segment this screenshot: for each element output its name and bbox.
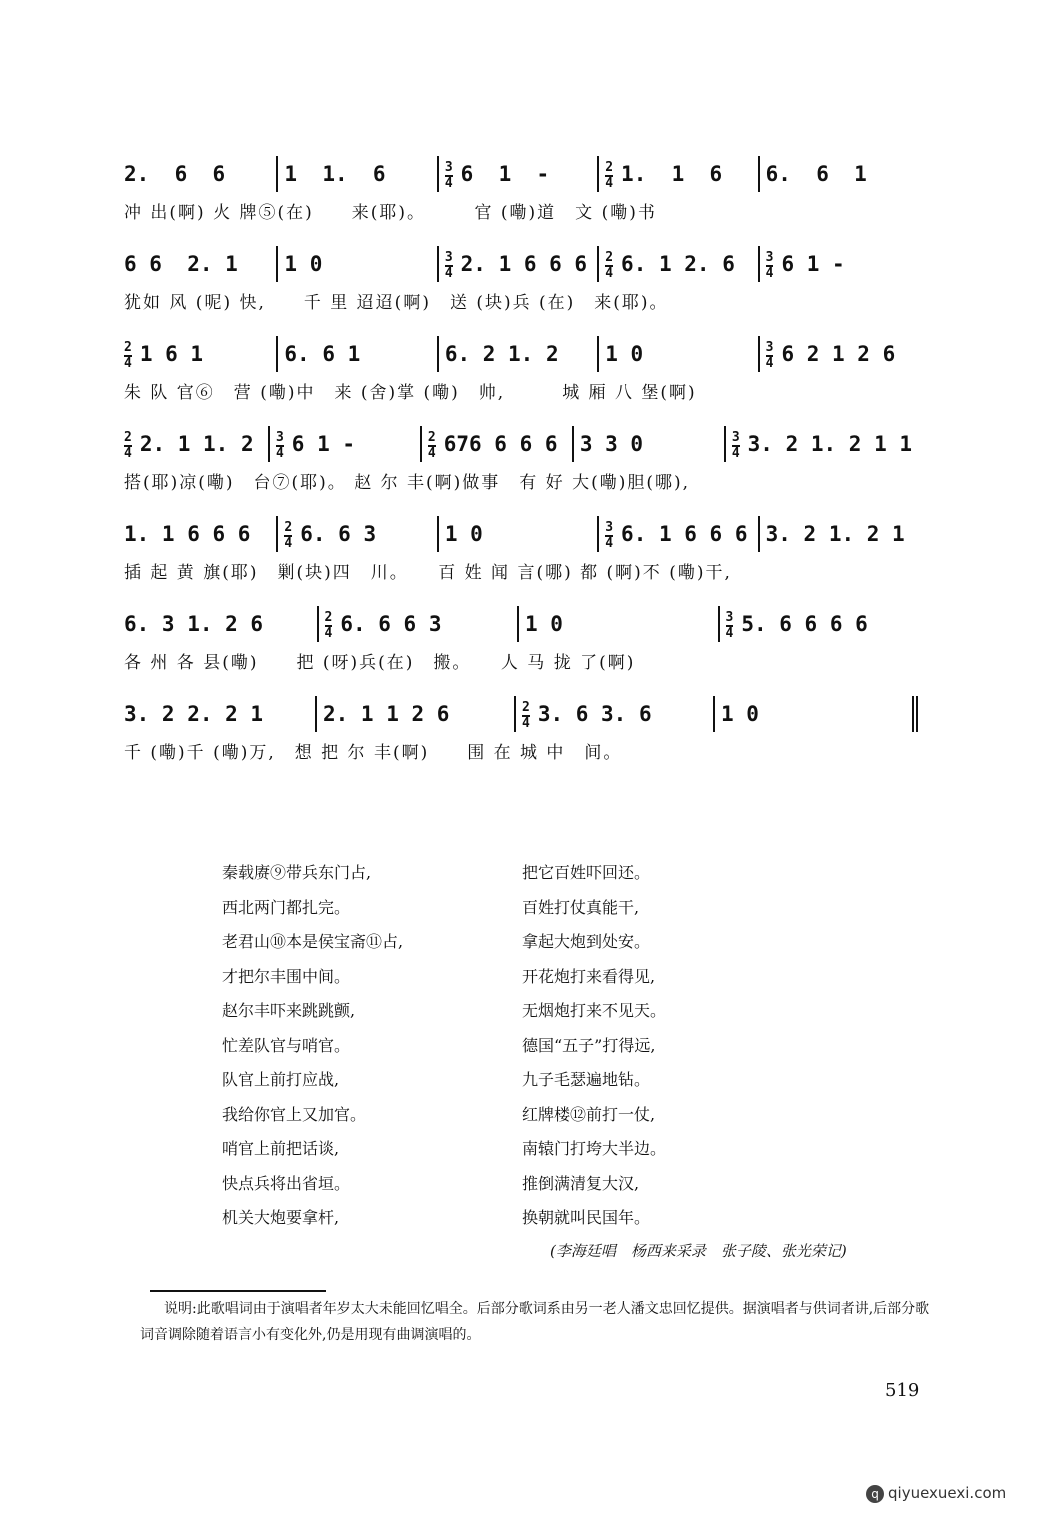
measure (420, 426, 572, 462)
lyrics-row: 冲 出(啊) 火 牌⑤(在) 来(耶)。 官 (嘞)道 文 (嘞)书 (124, 203, 657, 223)
credit-line: (李海廷唱 杨西来采录 张子陵、张光荣记) (550, 1242, 847, 1260)
measure (315, 696, 514, 732)
measure-notes: 6. 1 2. 6 (621, 252, 735, 276)
measure (276, 336, 436, 372)
measure (118, 606, 317, 642)
verse-line: 推倒满清复大汉, (522, 1173, 640, 1193)
notation-row (118, 510, 918, 558)
verse-line: 西北两门都扎完。 (222, 897, 351, 917)
verse-line: 我给你官上又加官。 (222, 1104, 367, 1124)
score-system (118, 150, 918, 240)
verse-line: 快点兵将出省垣。 (222, 1173, 351, 1193)
measure-notes: 2. 1 1 2 6 (323, 702, 450, 726)
measure (118, 516, 276, 552)
measure (713, 696, 918, 732)
score-system (118, 240, 918, 330)
measure (597, 516, 757, 552)
measure-notes: 1 0 (284, 252, 323, 276)
measure-notes: 3. 6 3. 6 (537, 702, 652, 726)
measure-notes: 1 0 (721, 702, 759, 726)
measure (572, 426, 724, 462)
verse-line: 南辕门打垮大半边。 (522, 1139, 667, 1158)
measure (724, 426, 918, 462)
measure-notes: 676 6 6 6 (443, 432, 558, 456)
time-signature: $\frac{2}{4}$ (605, 159, 614, 191)
notation-row (118, 420, 918, 468)
time-signature: $\frac{3}{4}$ (444, 249, 453, 281)
measure (597, 156, 757, 192)
measure-notes: 1. 1 6 6 6 (124, 522, 251, 546)
verse-line: 忙差队官与哨官。 (222, 1035, 351, 1055)
verse-column-right (522, 856, 822, 1236)
time-signature: $\frac{3}{4}$ (725, 609, 734, 641)
measure-notes: 6. 6 1 (284, 342, 361, 366)
time-signature: $\frac{2}{4}$ (124, 339, 132, 371)
measure-notes: 6 1 - (291, 432, 355, 456)
measure-notes: 2. 6 6 (124, 162, 226, 186)
measure (276, 246, 436, 282)
measure (437, 516, 597, 552)
measure (276, 516, 436, 552)
measure (437, 156, 597, 192)
verse-line: 老君山⑩本是侯宝斋⑪占, (222, 932, 404, 951)
measure (437, 246, 597, 282)
notation-row (118, 240, 918, 288)
lyrics-row: 千 (嘞)千 (嘞)万, 想 把 尔 丰(啊) 围 在 城 中 间。 (124, 743, 623, 763)
measure (758, 156, 918, 192)
measure (597, 336, 757, 372)
verse-line: 秦载赓⑨带兵东门占, (222, 863, 372, 882)
notation-row (118, 150, 918, 198)
verse-line: 开花炮打来看得见, (522, 966, 656, 986)
measure (118, 336, 276, 372)
watermark-logo-icon: q (866, 1485, 884, 1503)
measure (758, 246, 918, 282)
measure-notes: 6. 6 1 (765, 162, 867, 186)
measure-notes: 1 0 (444, 522, 483, 546)
verse-line: 把它百姓吓回还。 (522, 863, 651, 882)
measure-notes: 6 6 2. 1 (124, 252, 238, 276)
footnote-text: 说明:此歌唱词由于演唱者年岁太大未能回忆唱全。后部分歌词系由另一老人潘文忠回忆提供。据演唱者与供词者讲,后部分歌词音调除随着语言小有变化外,仍是用现有曲调演唱的。 (140, 1301, 930, 1343)
verse-line: 九子毛瑟遍地钻。 (522, 1070, 651, 1089)
time-signature: $\frac{3}{4}$ (444, 159, 453, 191)
measure (317, 606, 518, 642)
time-signature: $\frac{3}{4}$ (605, 519, 614, 551)
score-system (118, 330, 918, 420)
measure-notes: 3. 2 1. 2 1 (765, 522, 905, 546)
time-signature: $\frac{2}{4}$ (324, 609, 333, 641)
measure-notes: 6 1 - (460, 162, 550, 186)
notation-row (118, 600, 918, 648)
measure-notes: 6. 3 1. 2 6 (124, 612, 264, 636)
verse-line: 无烟炮打来不见天。 (522, 1001, 667, 1020)
measure-notes: 2. 1 6 6 6 (460, 252, 588, 276)
watermark-text: qiyuexuexi.com (888, 1484, 1007, 1502)
verse-line: 百姓打仗真能干, (522, 897, 640, 917)
measure (118, 426, 268, 462)
verse-line: 换朝就叫民国年。 (522, 1208, 651, 1227)
verse-line: 拿起大炮到处安。 (522, 932, 651, 951)
verse-line: 赵尔丰吓来跳跳颤, (222, 1001, 356, 1020)
measure-notes: 1 6 1 (139, 342, 204, 366)
footnote-rule (150, 1290, 326, 1292)
measure-notes: 1 1. 6 (284, 162, 386, 186)
time-signature: $\frac{3}{4}$ (275, 429, 284, 461)
time-signature: $\frac{2}{4}$ (124, 429, 132, 461)
measure-notes: 6. 1 6 6 6 (621, 522, 748, 546)
measure (118, 696, 315, 732)
measure-notes: 3. 2 2. 2 1 (124, 702, 264, 726)
time-signature: $\frac{2}{4}$ (427, 429, 436, 461)
notation-row (118, 690, 918, 738)
time-signature: $\frac{2}{4}$ (522, 699, 530, 731)
verse-line: 哨官上前把话谈, (222, 1139, 340, 1158)
measure (276, 156, 436, 192)
measure (118, 156, 276, 192)
score-system (118, 690, 918, 780)
measure (437, 336, 597, 372)
music-score (118, 150, 918, 780)
page-number: 519 (885, 1380, 920, 1401)
time-signature: $\frac{3}{4}$ (765, 339, 774, 371)
time-signature: $\frac{2}{4}$ (284, 519, 293, 551)
score-system (118, 600, 918, 690)
verse-line: 德国“五子”打得远, (522, 1035, 656, 1055)
measure (268, 426, 420, 462)
verse-line: 机关大炮要拿杆, (222, 1208, 340, 1227)
verse-column-left (222, 856, 522, 1236)
measure (517, 606, 718, 642)
time-signature: $\frac{3}{4}$ (765, 249, 774, 281)
watermark (866, 1484, 1006, 1503)
score-system (118, 510, 918, 600)
time-signature: $\frac{3}{4}$ (731, 429, 740, 461)
measure-notes: 2. 1 1. 2 (139, 432, 254, 456)
measure-notes: 1 0 (525, 612, 563, 636)
verse-line: 才把尔丰围中间。 (222, 966, 351, 986)
measure-notes: 5. 6 6 6 6 (741, 612, 868, 636)
verse-line: 队官上前打应战, (222, 1070, 340, 1089)
verse-line: 红牌楼⑫前打一仗, (522, 1104, 656, 1124)
measure-notes: 3. 2 1. 2 1 1 (747, 432, 913, 456)
measure-notes: 1 0 (605, 342, 644, 366)
measure-notes: 6. 6 3 (300, 522, 377, 546)
measure (118, 246, 276, 282)
time-signature: $\frac{2}{4}$ (605, 249, 614, 281)
measure-notes: 3 3 0 (579, 432, 644, 456)
verse-block (222, 856, 822, 1236)
measure (718, 606, 919, 642)
measure-notes: 1. 1 6 (621, 162, 723, 186)
measure-notes: 6 1 - (781, 252, 845, 276)
measure (597, 246, 757, 282)
measure (758, 516, 918, 552)
measure (514, 696, 713, 732)
measure-notes: 6 2 1 2 6 (781, 342, 896, 366)
lyrics-row: 搭(耶)凉(嘞) 台⑦(耶)。 赵 尔 丰(啊)做事 有 好 大(嘞)胆(哪), (124, 473, 691, 493)
lyrics-row: 插 起 黄 旗(耶) 剿(块)四 川。 百 姓 闻 言(哪) 都 (啊)不 (嘞)干, (124, 563, 732, 583)
lyrics-row: 各 州 各 县(嘞) 把 (呀)兵(在) 搬。 人 马 拢 了(啊) (124, 653, 636, 673)
measure-notes: 6. 2 1. 2 (444, 342, 559, 366)
score-system (118, 420, 918, 510)
notation-row (118, 330, 918, 378)
lyrics-row: 犹如 风 (呢) 快, 千 里 迢迢(啊) 送 (块)兵 (在) 来(耶)。 (124, 293, 669, 313)
measure-notes: 6. 6 6 3 (340, 612, 442, 636)
measure (758, 336, 918, 372)
lyrics-row: 朱 队 官⑥ 营 (嘞)中 来 (舍)掌 (嘞) 帅, 城 厢 八 堡(啊) (124, 383, 697, 403)
